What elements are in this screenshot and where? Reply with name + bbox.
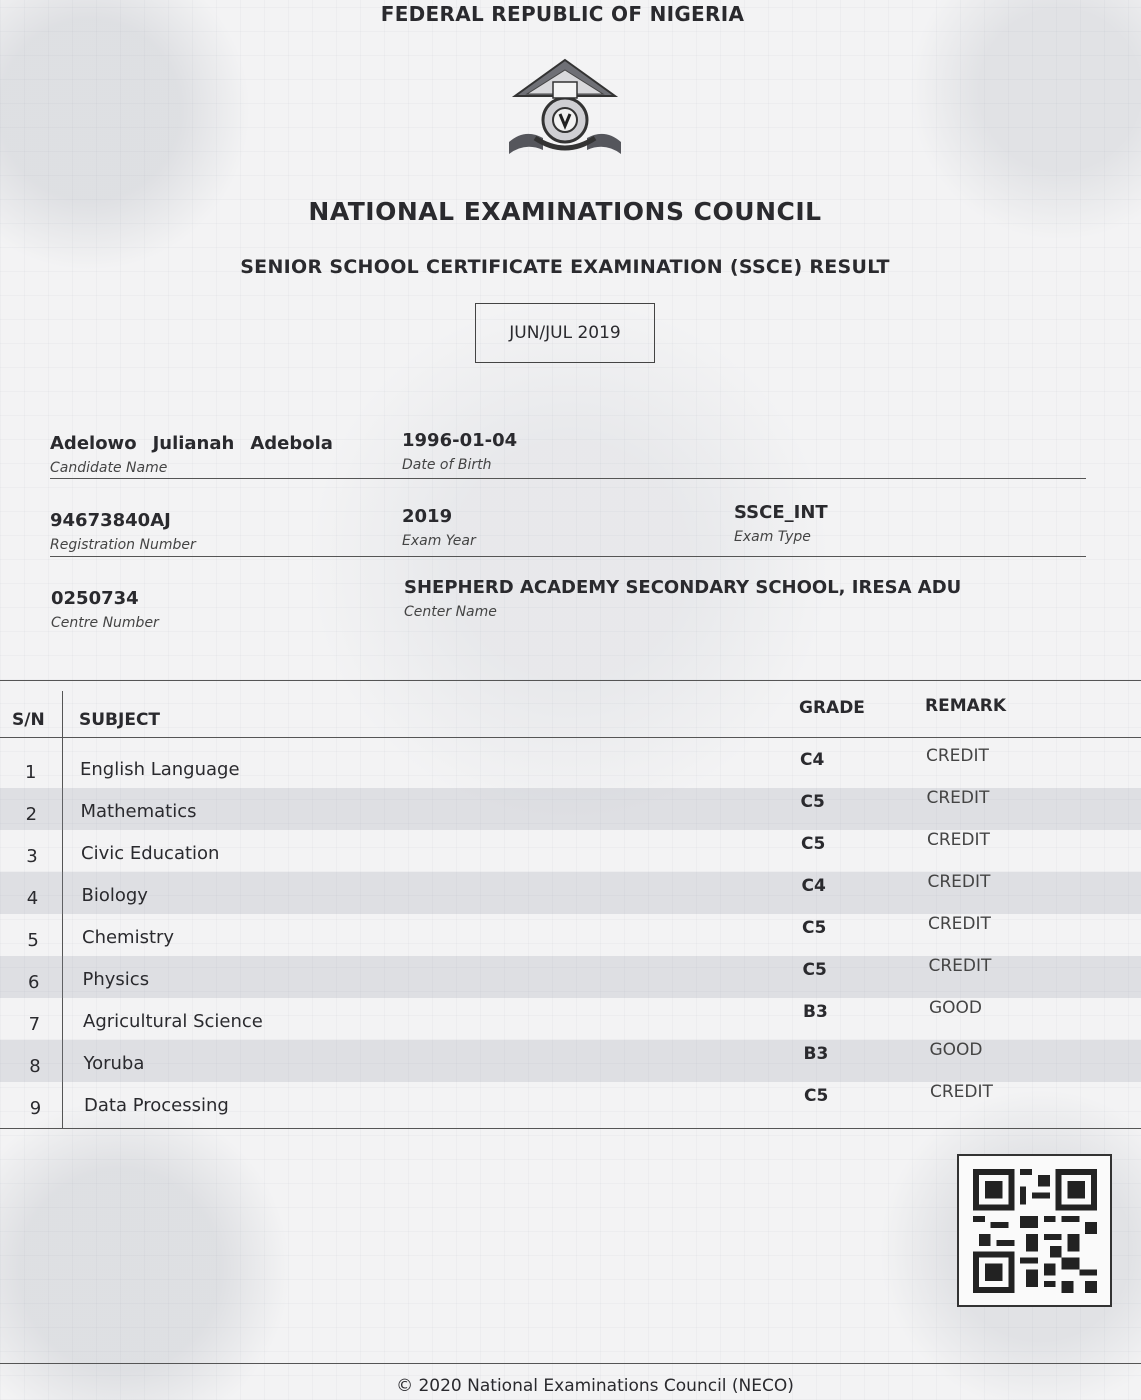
table-cell-grade: C5 <box>802 960 827 980</box>
copyright-footer: © 2020 National Examinations Council (NECO) <box>396 1376 794 1396</box>
table-cell-sn: 9 <box>29 1098 42 1119</box>
table-cell-grade: C4 <box>800 750 825 770</box>
table-cell-subject: Chemistry <box>82 927 175 948</box>
candidate-first-name: Adelowo <box>50 433 137 454</box>
table-cell-grade: B3 <box>803 1002 828 1022</box>
exam-session-text: JUN/JUL 2019 <box>509 323 621 343</box>
table-top-border <box>0 680 1141 681</box>
table-cell-remark: CREDIT <box>927 830 990 850</box>
table-cell-subject: Civic Education <box>81 843 220 864</box>
table-cell-remark: CREDIT <box>928 914 991 934</box>
date-of-birth: 1996-01-04 <box>402 430 518 451</box>
council-title: NATIONAL EXAMINATIONS COUNCIL <box>308 197 822 226</box>
table-cell-subject: Agricultural Science <box>83 1011 263 1032</box>
table-cell-remark: CREDIT <box>928 956 992 976</box>
exam-type: SSCE_INT <box>734 502 828 523</box>
divider <box>50 556 1086 557</box>
table-cell-subject: Yoruba <box>83 1053 145 1074</box>
header-grade: GRADE <box>799 698 865 718</box>
candidate-last-name: Adebola <box>250 433 333 454</box>
dob-block <box>402 430 517 473</box>
qr-code-icon <box>957 1154 1112 1307</box>
registration-number: 94673840AJ <box>50 510 171 531</box>
table-cell-subject: English Language <box>80 759 240 780</box>
table-cell-subject: Mathematics <box>80 801 197 822</box>
candidate-middle-name: Julianah <box>152 433 235 454</box>
table-cell-grade: C5 <box>801 834 826 854</box>
country-heading: FEDERAL REPUBLIC OF NIGERIA <box>380 2 745 26</box>
candidate-name <box>50 433 333 454</box>
table-cell-remark: CREDIT <box>930 1082 993 1102</box>
header-remark: REMARK <box>925 696 1007 716</box>
table-bottom-border <box>0 1128 1141 1129</box>
table-cell-grade: B3 <box>803 1044 829 1064</box>
table-cell-sn: 2 <box>25 804 38 825</box>
centre-name-label: Center Name <box>404 604 497 620</box>
table-cell-grade: C4 <box>801 876 826 896</box>
table-cell-subject: Physics <box>82 969 150 990</box>
centre-name-block <box>404 577 961 620</box>
divider <box>50 478 1086 479</box>
exam-year-block <box>402 506 476 549</box>
centre-number: 0250734 <box>51 588 139 609</box>
neco-crest-icon <box>505 58 625 158</box>
exam-year-label: Exam Year <box>402 533 476 549</box>
exam-title: SENIOR SCHOOL CERTIFICATE EXAMINATION (SSCE) RESULT <box>240 256 890 278</box>
exam-type-block <box>734 502 828 545</box>
registration-block <box>50 510 196 553</box>
table-cell-remark: CREDIT <box>926 746 989 766</box>
table-cell-sn: 7 <box>28 1014 41 1035</box>
table-cell-subject: Biology <box>81 885 148 906</box>
table-cell-sn: 3 <box>26 846 38 867</box>
table-cell-remark: CREDIT <box>927 872 991 892</box>
table-cell-remark: GOOD <box>929 1040 983 1060</box>
header-sn: S/N <box>12 710 45 730</box>
exam-year: 2019 <box>402 506 453 527</box>
table-cell-remark: CREDIT <box>926 788 990 808</box>
table-cell-subject: Data Processing <box>84 1095 229 1116</box>
exam-session-badge <box>475 303 655 363</box>
table-cell-sn: 8 <box>29 1056 41 1077</box>
table-cell-sn: 4 <box>26 888 39 909</box>
table-cell-sn: 1 <box>25 762 37 783</box>
table-cell-sn: 6 <box>28 972 40 993</box>
header-subject: SUBJECT <box>79 710 161 730</box>
centre-number-block <box>51 588 159 631</box>
candidate-name-label: Candidate Name <box>50 460 168 476</box>
centre-number-label: Centre Number <box>51 615 159 631</box>
table-cell-grade: C5 <box>804 1086 829 1106</box>
date-of-birth-label: Date of Birth <box>402 457 492 473</box>
exam-type-label: Exam Type <box>734 529 811 545</box>
table-cell-sn: 5 <box>27 930 39 951</box>
centre-name: SHEPHERD ACADEMY SECONDARY SCHOOL, IRESA ADU <box>404 577 962 598</box>
table-cell-remark: GOOD <box>929 998 983 1018</box>
table-cell-grade: C5 <box>802 918 827 938</box>
table-cell-grade: C5 <box>800 792 825 812</box>
table-header-border <box>0 737 1141 738</box>
registration-number-label: Registration Number <box>50 537 196 553</box>
footer-divider <box>0 1363 1141 1364</box>
candidate-name-block <box>50 433 333 476</box>
